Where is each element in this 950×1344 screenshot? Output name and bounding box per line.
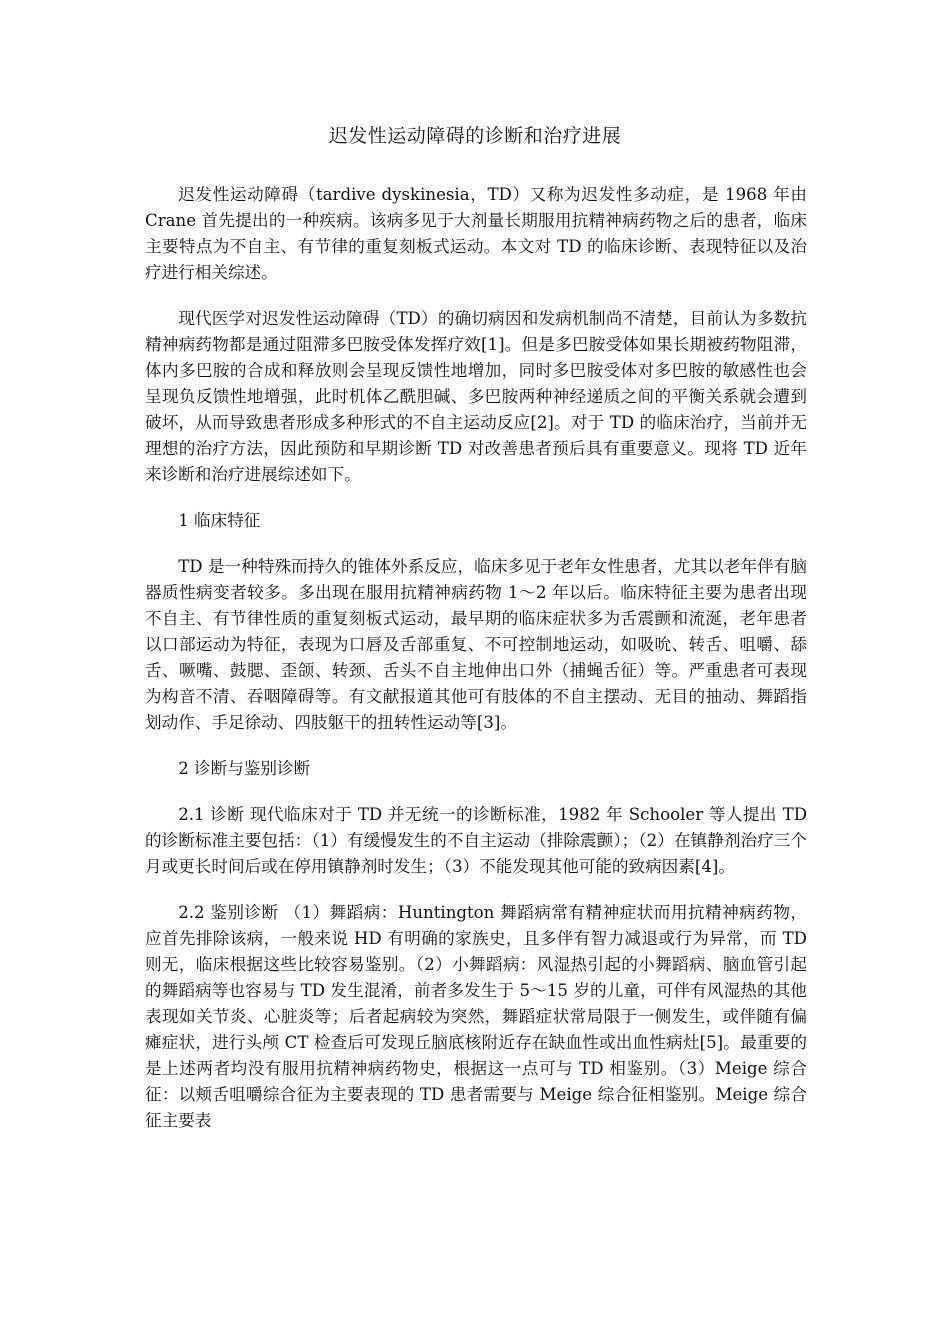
intro-paragraph-2: 现代医学对迟发性运动障碍（TD）的确切病因和发病机制尚不清楚，目前认为多数抗精神病药物都是通过阻滞多巴胺受体发挥疗效[1]。但是多巴胺受体如果长期被药物阻滞，体内多巴胺的合成和释放则会呈现反馈性地增加，同时多巴胺受体对多巴胺的敏感性也会呈现负反馈性地增强，此时机体乙酰胆碱、多巴胺两种神经递质之间的平衡关系就会遭到破坏，从而导致患者形成多种形式的不自主运动反应[2]。对于 TD 的临床治疗，当前并无理想的治疗方法，因此预防和早期诊断 TD 对改善患者预后具有重要意义。现将 TD 近年来诊断和治疗进展综述如下。: [145, 309, 807, 484]
section-paragraph-clinical-features: TD 是一种特殊而持久的锥体外系反应，临床多见于老年女性患者，尤其以老年伴有脑器质性病变者较多。多出现在服用抗精神病药物 1～2 年以后。临床特征主要为患者出现不自主、有节律性质的重复刻板式运动，最早期的临床症状多为舌震颤和流涎，老年患者以口部运动为特征，表现为口唇及舌部重复、不可控制地运动，如吸吮、转舌、咀嚼、舔舌、噘嘴、鼓腮、歪颌、转颈、舌头不自主地伸出口外（捕蝇舌征）等。严重患者可表现为构音不清、吞咽障碍等。有文献报道其他可有肢体的不自主摆动、无目的抽动、舞蹈指划动作、手足徐动、四肢躯干的扭转性运动等[3]。: [145, 557, 807, 732]
section-paragraph-differential-diagnosis: 2.2 鉴别诊断 （1）舞蹈病：Huntington 舞蹈病常有精神症状而用抗精神病药物，应首先排除该病，一般来说 HD 有明确的家族史，且多伴有智力减退或行为异常，而 TD 则无，临床根据这些比较容易鉴别。（2）小舞蹈病：风湿热引起的小舞蹈病、脑血管引起的舞蹈病等也容易与 TD 发生混淆，前者多发生于 5～15 岁的儿童，可伴有风湿热的其他表现如关节炎、心脏炎等；后者起病较为突然，舞蹈症状常局限于一侧发生，或伴随有偏瘫症状，进行头颅 CT 检查后可发现丘脑底核附近存在缺血性或出血性病灶[5]。最重要的是上述两者均没有服用抗精神病药物史，根据这一点可与 TD 相鉴别。（3）Meige 综合征：以颊舌咀嚼综合征为主要表现的 TD 患者需要与 Meige 综合征相鉴别。Meige 综合征主要表: [145, 903, 807, 1130]
intro-paragraph-1: 迟发性运动障碍（tardive dyskinesia，TD）又称为迟发性多动症，是 1968 年由 Crane 首先提出的一种疾病。该病多见于大剂量长期服用抗精神病药物之后的患者，临床主要特点为不自主、有节律的重复刻板式运动。本文对 TD 的临床诊断、表现特征以及治疗进行相关综述。: [145, 185, 807, 282]
section-heading-clinical-features: 1 临床特征: [178, 511, 261, 530]
document-body: [145, 182, 807, 1154]
section-heading-diagnosis: 2 诊断与鉴别诊断: [178, 759, 311, 778]
section-paragraph-diagnosis: 2.1 诊断 现代临床对于 TD 并无统一的诊断标准，1982 年 Schooler 等人提出 TD 的诊断标准主要包括：（1）有缓慢发生的不自主运动（排除震颤）；（2）在镇静剂治疗三个月或更长时间后或在停用镇静剂时发生；（3）不能发现其他可能的致病因素[4]。: [145, 805, 807, 876]
document-title: 迟发性运动障碍的诊断和治疗进展: [328, 125, 622, 147]
